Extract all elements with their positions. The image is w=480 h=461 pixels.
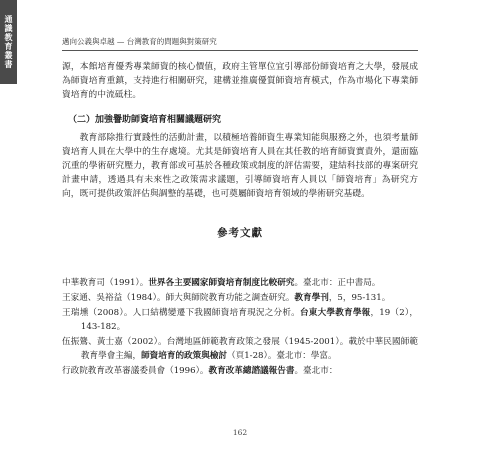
reference-rest: （頁1-28）。臺北市：學富。 bbox=[227, 351, 337, 361]
reference-text: 中華教育司（1991）。 bbox=[62, 278, 149, 288]
reference-text: 王瑞壎（2008）。人口結構變遷下我國師資培育現況之分析。 bbox=[62, 308, 300, 318]
reference-rest: 。臺北市： bbox=[294, 366, 338, 376]
reference-title: 世界各主要國家師資培育制度比較研究 bbox=[148, 278, 295, 288]
reference-item bbox=[62, 335, 418, 363]
reference-item bbox=[62, 364, 418, 378]
paragraph: 教育部除推行實踐性的活動計畫，以積極培養師資生專業知能與服務之外，也須考量師資培育人員在大學中的生存處境。尤其是師資培育人員在其任教的培育師資實責外，還面臨沉重的學術研究壓力，教育部或可基於各種政策或制度的評估需要，建結科技部的專案研究計畫申請，透過具有未來性之政策需求議題，引導師資培育人員以「師資培育」為研究方向，既可提供政策評估與調整的基礎，也可奠屬師資培育領域的學術研究基礎。 bbox=[62, 133, 418, 199]
reference-title: 台東大學教育學報 bbox=[299, 308, 371, 318]
reference-title: 教育學刊 bbox=[294, 293, 329, 303]
reference-text: 王家通、吳裕益（1984）。師大與師院教育功能之調查研究。 bbox=[62, 293, 295, 303]
paragraph: 源，本館培育優秀專業師資的核心價值，政府主管單位宜引導部份師資培育之大學，發展成為師資培育重鎮，支持進行相關研究，建構並推廣優質師資培育模式，作為市場化下專業師資培育的中流砥柱。 bbox=[62, 62, 418, 100]
reference-rest: 。臺北市：正中書局。 bbox=[294, 278, 381, 288]
reference-text: 行政院教育改革審議委員會（1996）。 bbox=[62, 366, 209, 376]
reference-item bbox=[62, 291, 418, 305]
page-number: 162 bbox=[232, 428, 248, 437]
side-tab-label: 通識教育叢書 bbox=[4, 15, 13, 69]
reference-title: 師資培育的政策與檢討 bbox=[141, 351, 228, 361]
reference-list bbox=[62, 276, 418, 379]
reference-text: 伍振鷟、黃士嘉（2002）。台灣地區師範教育政策之發展（1945-2001）。載於中華民國師範教育學會主編， bbox=[62, 337, 418, 361]
references-title: 參考文獻 bbox=[217, 227, 263, 239]
section-heading: （二）加強譽助師資培育相關議題研究 bbox=[68, 115, 222, 125]
reference-title: 教育改革總諮議報告書 bbox=[208, 366, 295, 376]
reference-rest: ，19（2），143-182。 bbox=[80, 308, 418, 332]
reference-item bbox=[62, 306, 418, 334]
reference-item bbox=[62, 276, 418, 290]
body-text bbox=[62, 60, 418, 250]
reference-rest: ，5，95-131。 bbox=[328, 293, 391, 303]
running-head: 邁向公義與卓越 — 台灣教育的問題與對策研究 bbox=[62, 36, 418, 51]
side-tab bbox=[0, 0, 17, 84]
